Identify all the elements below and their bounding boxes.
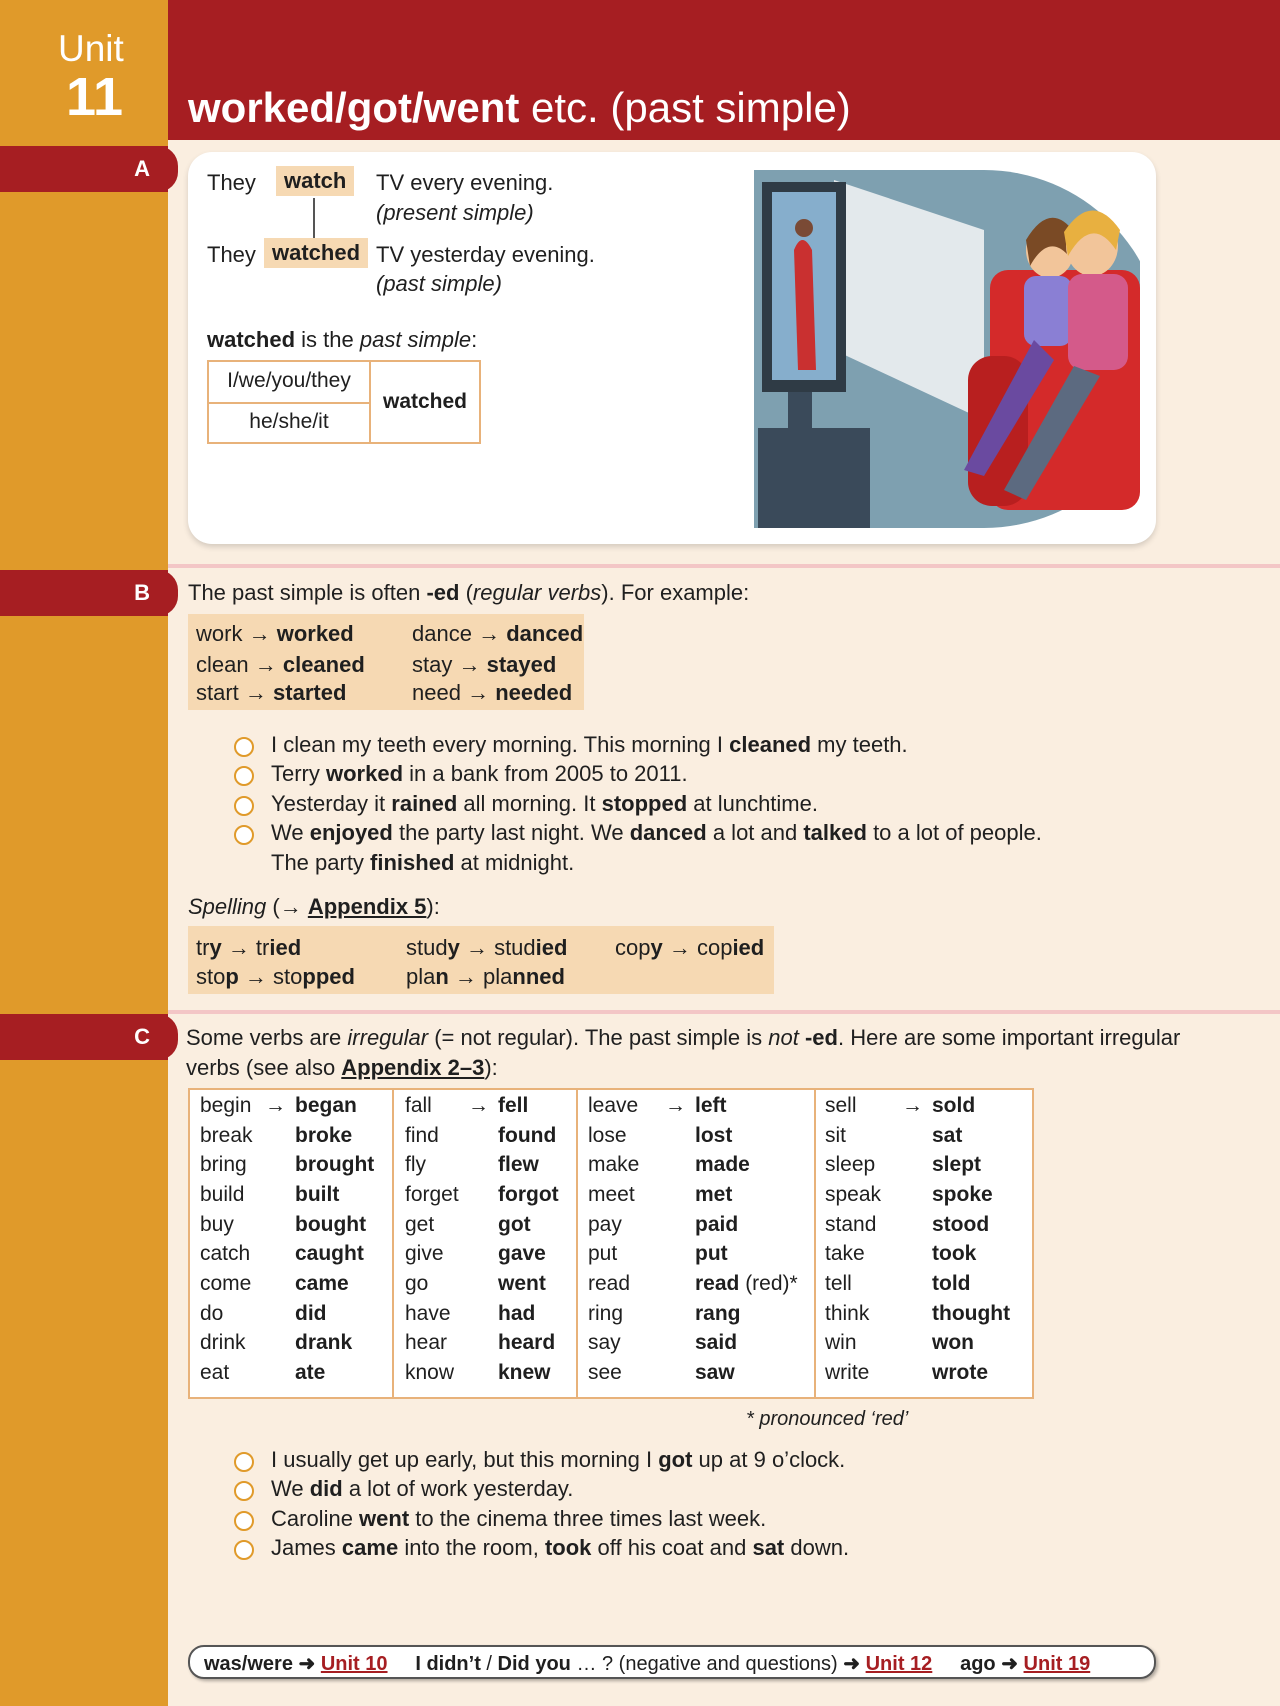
appendix-5-link[interactable]: Appendix 5 — [307, 894, 427, 919]
tv-couple-illustration — [754, 170, 1140, 528]
irregular-verb-past: drank — [295, 1331, 353, 1354]
irregular-verb-past: caught — [295, 1242, 364, 1265]
irregular-verb-base: fall — [405, 1094, 432, 1117]
spelling-rule: try → tried — [196, 935, 302, 960]
irregular-verb-base: give — [405, 1242, 444, 1265]
example-sentence: I usually get up early, but this morning I got up at 9 o’clock. — [271, 1447, 846, 1472]
example-sentence: James came into the room, took off his coat and sat down. — [271, 1535, 850, 1560]
table-cell-subjects: I/we/you/they — [209, 362, 369, 404]
regular-verb: clean → cleaned — [196, 652, 365, 677]
bullet-icon — [234, 766, 254, 786]
irregular-verb-base: ring — [588, 1302, 624, 1325]
irregular-verb-base: leave — [588, 1094, 639, 1117]
section-tab-b: B — [0, 570, 168, 616]
tense-note: (past simple) — [376, 271, 502, 296]
regular-verb: work → worked — [196, 621, 354, 646]
irregular-verb-past: did — [295, 1302, 327, 1325]
tv-stand — [788, 392, 812, 432]
irregular-verb-past: found — [498, 1124, 557, 1147]
arrow-icon: → — [665, 1094, 686, 1117]
example-sentence: I clean my teeth every morning. This morning I cleaned my teeth. — [271, 732, 908, 757]
bullet-icon — [234, 1481, 254, 1501]
irregular-verb-past: put — [695, 1242, 728, 1265]
unit-10-link[interactable]: Unit 10 — [320, 1653, 388, 1675]
sentence-rest: TV yesterday evening. — [376, 242, 595, 267]
woman-top — [1024, 276, 1072, 346]
irregular-verb-past: bought — [295, 1213, 367, 1236]
irregular-verb-past: had — [498, 1302, 536, 1325]
irregular-verb-base: tell — [825, 1272, 852, 1295]
irregular-verb-past: took — [932, 1242, 977, 1265]
irregular-verb-base: put — [588, 1242, 618, 1265]
footnote: * pronounced ‘red’ — [746, 1408, 909, 1430]
irregular-verb-base: see — [588, 1361, 622, 1384]
irregular-verb-base: build — [200, 1183, 245, 1206]
verb-watched: watched — [264, 238, 368, 268]
irregular-verb-base: sleep — [825, 1153, 876, 1176]
irregular-verb-past: broke — [295, 1124, 353, 1147]
irregular-verb-past: built — [295, 1183, 340, 1206]
regular-verb: stay → stayed — [412, 652, 557, 677]
verb-watch: watch — [276, 166, 354, 196]
example-sentence: The party finished at midnight. — [271, 850, 575, 875]
appendix-2-3-link[interactable]: Appendix 2–3 — [341, 1055, 485, 1080]
irregular-verb-past: wrote — [932, 1361, 989, 1384]
irregular-verb-past: thought — [932, 1302, 1011, 1325]
irregular-verb-base: drink — [200, 1331, 246, 1354]
regular-verb: need → needed — [412, 680, 573, 705]
section-b-intro: The past simple is often -ed (regular verbs). For example: — [188, 580, 750, 605]
irregular-verb-past: made — [695, 1153, 750, 1176]
irregular-verb-past: lost — [695, 1124, 733, 1147]
tense-note: (present simple) — [376, 200, 534, 225]
spelling-heading: Spelling (→ Appendix 5): — [188, 894, 440, 919]
irregular-verb-past: read (red)* — [695, 1272, 798, 1295]
section-c-intro: verbs (see also Appendix 2–3): — [186, 1055, 498, 1080]
subject-they: They — [207, 170, 256, 195]
bullet-icon — [234, 737, 254, 757]
table-cell-form: watched — [382, 390, 468, 413]
irregular-verb-past: went — [498, 1272, 546, 1295]
irregular-verb-base: read — [588, 1272, 631, 1295]
irregular-verb-base: stand — [825, 1213, 877, 1236]
example-sentence: We did a lot of work yesterday. — [271, 1476, 574, 1501]
irregular-verb-base: have — [405, 1302, 451, 1325]
sidebar — [0, 0, 168, 1706]
irregular-verb-past: fell — [498, 1094, 529, 1117]
irregular-verb-base: know — [405, 1361, 455, 1384]
irregular-verb-past: began — [295, 1094, 357, 1117]
irregular-verb-past: told — [932, 1272, 971, 1295]
irregular-verb-past: gave — [498, 1242, 546, 1265]
example-sentence: Terry worked in a bank from 2005 to 2011. — [271, 761, 688, 786]
divider — [168, 1010, 1280, 1014]
unit-19-link[interactable]: Unit 19 — [1023, 1653, 1091, 1675]
irregular-verb-base: begin — [200, 1094, 252, 1117]
unit-box — [0, 0, 168, 140]
irregular-verb-past: won — [932, 1331, 974, 1354]
unit-number: 11 — [66, 67, 124, 127]
irregular-verb-base: think — [825, 1302, 870, 1325]
table-cell-subjects: he/she/it — [249, 410, 329, 433]
man-shirt — [1068, 274, 1128, 370]
irregular-verb-past: brought — [295, 1153, 375, 1176]
irregular-verb-past: got — [498, 1213, 531, 1236]
irregular-verb-past: rang — [695, 1302, 741, 1325]
irregular-verb-base: catch — [200, 1242, 251, 1265]
irregular-verb-base: write — [825, 1361, 870, 1384]
irregular-verb-past: heard — [498, 1331, 556, 1354]
irregular-verb-past: paid — [695, 1213, 739, 1236]
example-sentence: Caroline went to the cinema three times last week. — [271, 1506, 767, 1531]
irregular-verb-base: hear — [405, 1331, 448, 1354]
irregular-verb-base: make — [588, 1153, 640, 1176]
bullet-icon — [234, 825, 254, 845]
irregular-verb-base: say — [588, 1331, 621, 1354]
subject-they: They — [207, 242, 256, 267]
spelling-rule: study → studied — [406, 935, 568, 960]
irregular-verb-base: bring — [200, 1153, 247, 1176]
irregular-verb-base: sell — [825, 1094, 857, 1117]
bullet-icon — [234, 1511, 254, 1531]
irregular-verb-base: find — [405, 1124, 439, 1147]
irregular-verb-base: get — [405, 1213, 435, 1236]
section-tab-a: A — [0, 146, 168, 192]
pronunciation-note: (red)* — [739, 1272, 798, 1295]
sentence-rest: TV every evening. — [376, 170, 554, 195]
bullet-icon — [234, 1452, 254, 1472]
arrow-icon: → — [902, 1094, 923, 1117]
irregular-verb-past: saw — [695, 1361, 735, 1384]
irregular-verb-base: go — [405, 1272, 429, 1295]
irregular-verb-base: win — [825, 1331, 857, 1354]
irregular-verb-base: break — [200, 1124, 253, 1147]
irregular-verb-past: said — [695, 1331, 738, 1354]
irregular-verb-base: take — [825, 1242, 865, 1265]
arrow-icon: → — [468, 1094, 489, 1117]
irregular-verb-base: pay — [588, 1213, 622, 1236]
past-simple-caption: watched is the past simple: — [207, 327, 478, 352]
irregular-verb-past: sold — [932, 1094, 976, 1117]
section-tab-c: C — [0, 1014, 168, 1060]
example-sentence: We enjoyed the party last night. We danced a lot and talked to a lot of people. — [271, 820, 1042, 845]
bullet-icon — [234, 796, 254, 816]
irregular-verb-past: left — [695, 1094, 727, 1117]
irregular-verb-past: spoke — [932, 1183, 993, 1206]
irregular-verb-past: slept — [932, 1153, 982, 1176]
cross-reference-bar — [188, 1645, 1156, 1679]
spelling-rule: copy → copied — [615, 935, 765, 960]
section-c-intro: Some verbs are irregular (= not regular). The past simple is not -ed. Here are some important irregular — [186, 1025, 1181, 1050]
regular-verb: start → started — [196, 680, 347, 705]
irregular-verb-base: speak — [825, 1183, 882, 1206]
irregular-verb-past: met — [695, 1183, 733, 1206]
irregular-verb-past: forgot — [498, 1183, 559, 1206]
unit-label: Unit — [58, 28, 124, 69]
irregular-verb-base: come — [200, 1272, 252, 1295]
connector-line — [313, 198, 315, 240]
arrow-icon: → — [265, 1094, 286, 1117]
irregular-verb-base: fly — [405, 1153, 426, 1176]
footer-links: was/were ➜ Unit 10 I didn’t / Did you … ? (negative and questions) ➜ Unit 12 ago ➜ Unit 19 — [204, 1653, 1091, 1675]
example-sentence: Yesterday it rained all morning. It stopped at lunchtime. — [271, 791, 818, 816]
divider — [168, 564, 1280, 568]
spelling-rule: stop → stopped — [196, 964, 355, 989]
irregular-verb-base: do — [200, 1302, 224, 1325]
irregular-verb-past: ate — [295, 1361, 326, 1384]
irregular-verb-base: meet — [588, 1183, 635, 1206]
regular-verb: dance → danced — [412, 621, 584, 646]
irregular-verb-base: forget — [405, 1183, 459, 1206]
bullet-icon — [234, 1540, 254, 1560]
irregular-verb-past: knew — [498, 1361, 551, 1384]
irregular-verb-base: sit — [825, 1124, 846, 1147]
irregular-verb-base: eat — [200, 1361, 230, 1384]
irregular-verb-base: lose — [588, 1124, 627, 1147]
irregular-verb-past: stood — [932, 1213, 990, 1236]
tv-figure-head — [795, 219, 813, 237]
irregular-verb-past: came — [295, 1272, 349, 1295]
unit-12-link[interactable]: Unit 12 — [865, 1653, 933, 1675]
irregular-verb-past: sat — [932, 1124, 963, 1147]
irregular-verb-past: flew — [498, 1153, 539, 1176]
irregular-verb-base: buy — [200, 1213, 234, 1236]
page-title: worked/got/went etc. (past simple) — [188, 84, 851, 131]
past-simple-table — [207, 360, 481, 444]
tv-cabinet — [758, 428, 870, 528]
spelling-rule: plan → planned — [406, 964, 565, 989]
